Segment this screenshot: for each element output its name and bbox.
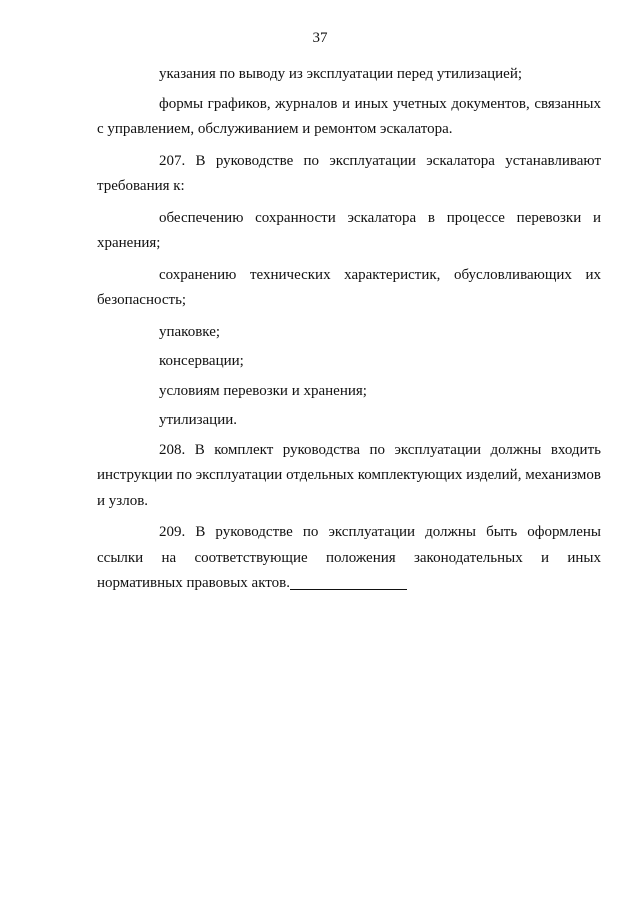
page-number: 37	[312, 30, 328, 46]
paragraph-208: 208. В комплект руководства по эксплуатации должны входить инструкции по эксплуатации отдельных комплектующих изделий, механизмов и узлов.	[97, 441, 601, 509]
paragraph-decommissioning: указания по выводу из эксплуатации перед утилизацией;	[159, 66, 523, 82]
paragraph-transport: условиям перевозки и хранения;	[159, 382, 367, 399]
paragraph-packaging: упаковке;	[159, 323, 221, 340]
end-rule	[290, 589, 407, 590]
paragraph-preservation: обеспечению сохранности эскалатора в процессе перевозки и хранения;	[97, 209, 601, 251]
paragraph-207: 207. В руководстве по эксплуатации эскалатора устанавливают требования к:	[97, 152, 601, 194]
paragraph-document-forms: формы графиков, журналов и иных учетных документов, связанных с управлением, обслуживанием и ремонтом эскалатора.	[97, 95, 601, 137]
paragraph-209: 209. В руководстве по эксплуатации должны быть оформлены ссылки на соответствующие положения законодательных и иных нормативных правовых актов.	[97, 524, 601, 591]
page-content	[97, 62, 601, 603]
paragraph-characteristics: сохранению технических характеристик, обусловливающих их безопасность;	[97, 266, 601, 308]
paragraph-conservation: консервации;	[159, 353, 244, 369]
paragraph-disposal: утилизации.	[159, 412, 238, 428]
